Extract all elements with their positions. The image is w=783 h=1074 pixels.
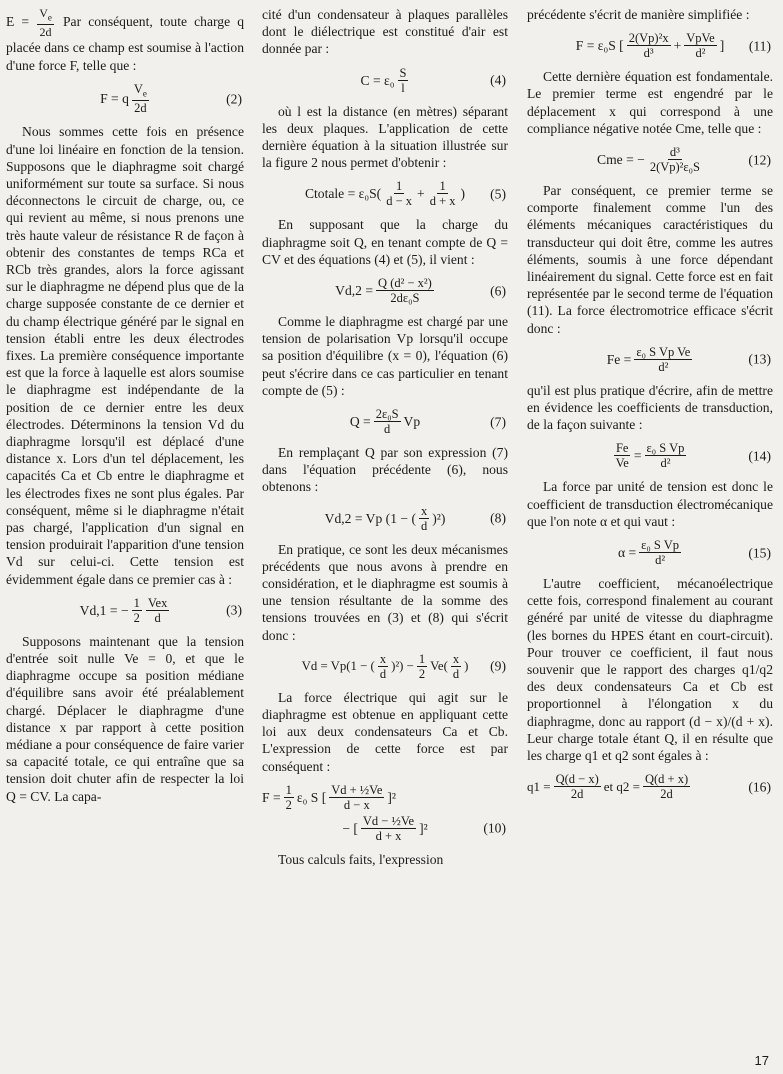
equation-e-field: $\frac{V_e}{2d}$ (39, 6, 52, 40)
intro-text: Par conséquent, toute charge q placée dans ce champ est soumise à l'action d'une force F, telle que : (6, 13, 244, 73)
equation-10-line-1: F = $\frac{1}{2}$ ε₀ S [ Vd + ½Ve d − x ]² (262, 782, 396, 812)
equation-14: $\frac{Fe}{Ve}$ = $\frac{\text{ε₀ S Vp}}{\text{d²}}$ (14) (615, 441, 771, 471)
paragraph-body: En supposant que la charge du diaphragme soit Q, en tenant compte de Q = CV et des équations (4) et (5), il vient : (262, 217, 508, 267)
equation-5: Ctotale = ε₀S( 1 d − x + $\frac{1}{d + x}$ ) (5) (304, 179, 506, 209)
paragraph-body: En pratique, ce sont les deux mécanismes précédents que nous avons à prendre en considération, et le diaphragme est soumis à une tension résultante de la somme des tensions trouvées en (3) et (8) qui s'écrit donc : (262, 541, 508, 643)
equation-number: (6) (490, 282, 506, 298)
equation-number: (14) (748, 448, 771, 464)
paragraph-body: Tous calculs faits, l'expression (278, 851, 444, 867)
equation-2: F = q $V_e$ 2d (2) (100, 81, 242, 116)
equation-3: Vd,1 = − $\frac{1}{2}$ Vex d (3) (79, 595, 242, 625)
page-number: 17 (754, 1053, 769, 1068)
equation-13: Fe = $\frac{\text{ε₀ S Vp Ve}}{\text{d²}}$ (13) (606, 344, 771, 374)
equation-number: (2) (226, 90, 242, 106)
paragraph-body: Supposons maintenant que la tension d'entrée soit nulle Ve = 0, et que le diaphragme occupe sa position médiane d'équilibre sans avoir été préalablement chargé. Déplacer le diaphragme d'une distance x par rapport à cette position médiane a pour conséquence de faire varier sa capacité totale, ce qui entraîne que sa tension doit chuter afin de respecter la loi Q = CV. La capa- (6, 633, 244, 804)
equation-number: (3) (226, 602, 242, 618)
equation-number: (15) (748, 544, 771, 560)
paragraph-body: En remplaçant Q par son expression (7) dans l'équation précédente (6), nous obtenons : (262, 445, 508, 495)
equation-number: (5) (490, 186, 506, 202)
paragraph-body: précédente s'écrit de manière simplifiée : (527, 7, 750, 22)
paragraph-body: Par conséquent, ce premier terme se comporte finalement comme l'un des éléments mécaniques caractéristiques du transducteur qui doit être, comme les autres éléments, soumis à une force dépendant linéairement du signal. Cette force est en fait représentée par le second terme de l'équation (11). La force électromotrice efficace s'écrit donc : (527, 183, 773, 336)
equation-6: Vd,2 = $\frac{\text{Q (d² − x²)}}{\text{2dε₀S}}$ (6) (335, 276, 506, 306)
equation-16: q1 = $\frac{Q(d - x)}{2d}$ et q2 = $\frac{Q(d + x)}{2d}$ (16) (527, 772, 771, 802)
paragraph-intro: E = $\frac{V_e}{2d}$ Par conséquent, toute charge q placée dans ce champ est soumise à l'action d'une force F, telle que : (6, 6, 244, 73)
equation-8: Vd,2 = Vp (1 − ( x d )²) (8) (324, 503, 506, 533)
paragraph-body: La force par unité de tension est donc le coefficient de transduction électromécanique que l'on note α et qui vaut : (527, 479, 773, 529)
paragraph-body: qu'il est plus pratique d'écrire, afin de mettre en évidence les coefficients de transduction, de la façon suivante : (527, 382, 773, 433)
equation-7: Q = $\frac{\text{2ε₀S}}{d}$ Vp (7) (349, 407, 506, 437)
paragraph-body: Comme le diaphragme est chargé par une tension de polarisation Vp lorsqu'il occupe sa position d'équilibre (x = 0), l'équation (6) peut s'écrire dans ce cas particulier en tenant compte de (5) : (262, 314, 508, 398)
equation-number: (7) (490, 413, 506, 429)
equation-4: C = ε₀ S l (4) (360, 65, 506, 95)
column-3 (527, 6, 773, 809)
paragraph-body: cité d'un condensateur à plaques parallèles dont le diélectrique est constitué d'air est donnée par : (262, 7, 508, 57)
paragraph-body: où l est la distance (en mètres) séparant les deux plaques. L'application de cette dernière équation à la situation illustrée sur la figure 2 nous permet d'obtenir : (262, 103, 508, 171)
equation-9: Vd = Vp(1 − ( x d )²) − $\frac{1}{2}$ Ve( x d ) (9) (301, 651, 506, 681)
paragraph-body: Cette dernière équation est fondamentale. Le premier terme est engendré par le déplacement x qui correspond à une compliance négative notée Cme, telle que : (527, 69, 773, 136)
equation-number: (11) (748, 38, 771, 54)
paragraph-body: L'autre coefficient, mécanoélectrique cette fois, correspond finalement au courant généré par unité de vitesse du diaphragme (les bornes du HPES étant en court-circuit). Pour trouver ce coefficient, il faut nous souvenir que le rapport des charges q1/q2 des deux condensateurs Ca et Cb est proportionnel à l'élongation x du diaphragme, donc au rapport (d − x)/(d + x). Leur charge totale étant Q, il en résulte que les charge q1 et q2 sont égales à : (527, 576, 773, 764)
equation-number: (4) (490, 72, 506, 88)
equation-11: F = ε₀S [ 2(Vp)²x d³ + VpVe d² ] (11) (575, 31, 771, 61)
equation-12: Cme = − $\frac{\text{d³}}{\text{2(Vp)²ε₀S}}$ (12) (597, 145, 771, 175)
column-2 (262, 6, 508, 868)
equation-number: (9) (490, 658, 506, 674)
equation-number: (8) (490, 510, 506, 526)
paragraph-body: La force électrique qui agit sur le diaphragme est obtenue en appliquant cette loi aux deux condensateurs Ca et Cb. L'expression de cette force est par conséquent : (262, 689, 508, 774)
equation-number: (13) (748, 351, 771, 367)
equation-number: (16) (748, 779, 771, 795)
column-1 (6, 6, 244, 805)
equation-10-line-2: − [ Vd − ½Ve d + x ]² (10) (342, 813, 506, 843)
equation-number: (12) (748, 151, 771, 167)
equation-15: α = $\frac{\text{ε₀ S Vp}}{\text{d²}}$ (15) (617, 538, 771, 568)
paragraph-body: Nous sommes cette fois en présence d'une loi linéaire en fonction de la tension. Supposons que le diaphragme soit chargé uniformément sur toute sa surface. Si nous déconnectons le circuit de charge, ou, ce qui revient au même, si nous prenons une très haute valeur de résistance R de façon à obtenir des constantes de temps RCa et RCb très grandes, alors la force agissant sur le diaphragme ne dépend plus que de la charge supposée constante de ce dernier et du champ électrique généré par le signal en tension établi entre les deux électrodes fixes. La première conséquence importante est que la force à laquelle est alors soumise le diaphragme est indépendante de la position de ce dernier entre les deux électrodes. Déterminons la tension Vd du diaphragme lorsqu'il est déplacé d'une distance x. Lors d'un tel déplacement, les capacités Ca et Cb entre le diaphragme et les électrodes fixes ne sont plus égales. Par conséquent, même si le diaphragme n'était pas chargé, l'application d'un signal en tension produirait l'apparition d'une tension Vd sur celui-ci. Cette tension est évidemment égale dans ce premier cas à : (6, 124, 244, 587)
equation-number: (10) (483, 820, 506, 836)
